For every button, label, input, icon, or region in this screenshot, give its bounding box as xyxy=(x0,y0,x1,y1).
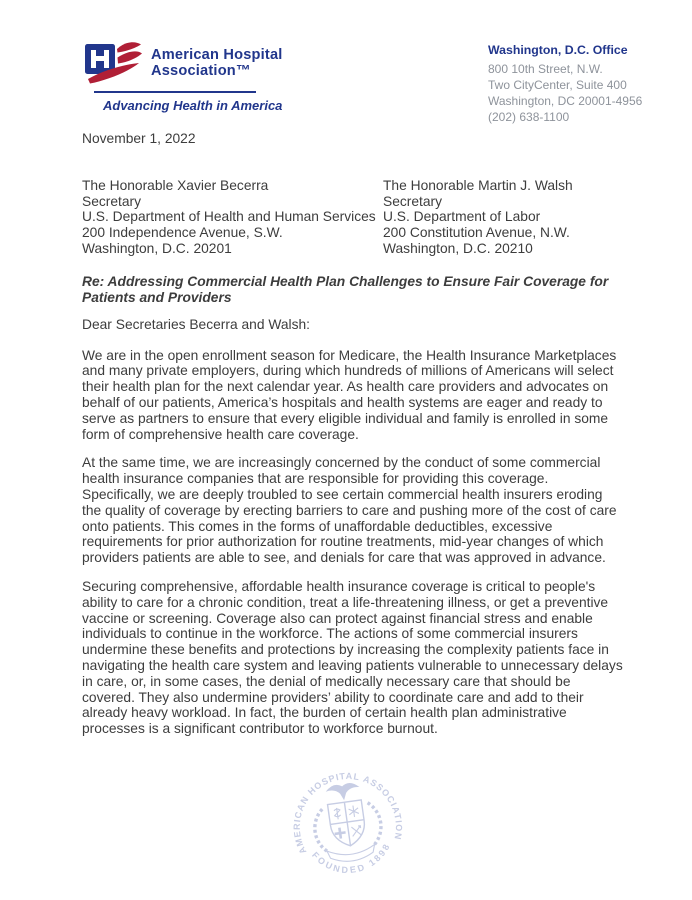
logo-flag-stripe-top xyxy=(117,42,141,52)
recipient-agency: U.S. Department of Labor xyxy=(383,209,541,225)
seal-laurel-left xyxy=(312,808,329,852)
letter-date: November 1, 2022 xyxy=(82,131,196,146)
aha-logo xyxy=(84,38,283,113)
recipient-street: 200 Constitution Avenue, N.W. xyxy=(383,225,570,241)
office-title: Washington, D.C. Office xyxy=(488,43,628,57)
office-street: 800 10th Street, N.W. xyxy=(488,62,603,76)
aha-h-flag-icon xyxy=(84,38,142,88)
paragraph-coverage-importance: Securing comprehensive, affordable health insurance coverage is critical to people's ability to care for a chronic condition, treat a life-threatening illness, or get a preventive vaccine or screening. Coverage also can protect against financial stress and enable individuals to continue in the workforce. The actions of some commercial insurers undermine these benefits and protections by increasing the complexity patients face in navigating the health care system and leaving patients vulnerable to unnecessary delays in care, or, in some cases, the denial of medically necessary care that should be covered. They also undermine providers’ ability to coordinate care and add to their already heavy workload. In fact, the burden of certain health plan administrative processes is a significant contributor to workforce burnout. xyxy=(82,578,623,737)
recipient-street: 200 Independence Avenue, S.W. xyxy=(82,225,283,241)
seal-laurel-right xyxy=(367,801,384,845)
recipient-blocks xyxy=(82,178,623,257)
paragraph-insurer-concerns: At the same time, we are increasingly concerned by the conduct of some commercial health insurance companies that are responsible for providing this coverage. Specifically, we are deeply troubled to see certain commercial health insurers eroding the quality of coverage by erecting barriers to care and pushing more of the cost of care onto patients. This comes in the forms of unaffordable deductibles, excessive requirements for prior authorization for routine treatments, mid-year changes of which providers patients are able to see, and denials for care that was approved in advance. xyxy=(82,455,617,566)
office-suite: Two CityCenter, Suite 400 xyxy=(488,78,627,92)
office-phone: (202) 638-1100 xyxy=(488,110,570,124)
aha-seal-watermark xyxy=(283,762,413,894)
logo-org-name-line2: Association™ xyxy=(151,63,251,79)
seal-caduceus-mark xyxy=(334,807,342,819)
recipient-agency: U.S. Department of Health and Human Services xyxy=(82,209,376,225)
recipient-title: Secretary xyxy=(383,193,443,209)
seal-star-mark xyxy=(348,805,359,818)
logo-tagline: Advancing Health in America xyxy=(103,98,283,113)
recipient-city: Washington, D.C. 20201 xyxy=(82,240,232,256)
subject-line: Re: Addressing Commercial Health Plan Challenges to Ensure Fair Coverage for Patients and Providers xyxy=(82,273,609,306)
office-address-block xyxy=(488,42,642,125)
recipient-becerra xyxy=(82,178,383,257)
logo-divider xyxy=(94,91,256,93)
seal-eagle xyxy=(325,782,361,803)
seal-ring-text: AMERICAN HOSPITAL ASSOCIATION xyxy=(291,770,404,856)
letter-body xyxy=(82,131,623,750)
seal-arrows-mark xyxy=(351,826,361,837)
salutation: Dear Secretaries Becerra and Walsh: xyxy=(82,316,310,332)
office-city-zip: Washington, DC 20001-4956 xyxy=(488,94,643,108)
seal-shield-vertical xyxy=(344,802,350,846)
recipient-name: The Honorable Xavier Becerra xyxy=(82,177,269,193)
seal-founded-text: FOUNDED 1898 xyxy=(309,840,393,876)
logo-org-name xyxy=(151,47,283,79)
recipient-name: The Honorable Martin J. Walsh xyxy=(383,177,573,193)
recipient-city: Washington, D.C. 20210 xyxy=(383,240,533,256)
logo-flag-stripe-middle xyxy=(118,51,143,63)
aha-founders-seal-icon xyxy=(283,762,413,894)
recipient-walsh xyxy=(383,178,623,257)
logo-org-name-line1: American Hospital xyxy=(151,47,283,63)
paragraph-open-enrollment: We are in the open enrollment season for Medicare, the Health Insurance Marketplaces and many private employers, during which hundreds of millions of Americans will select their health plan for the next calendar year. As health care providers and advocates on behalf of our patients, America’s hospitals and health systems are eager and ready to serve as partners to ensure that every eligible individual and family is enrolled in some form of comprehensive health care coverage. xyxy=(82,347,617,442)
recipient-title: Secretary xyxy=(82,193,142,209)
